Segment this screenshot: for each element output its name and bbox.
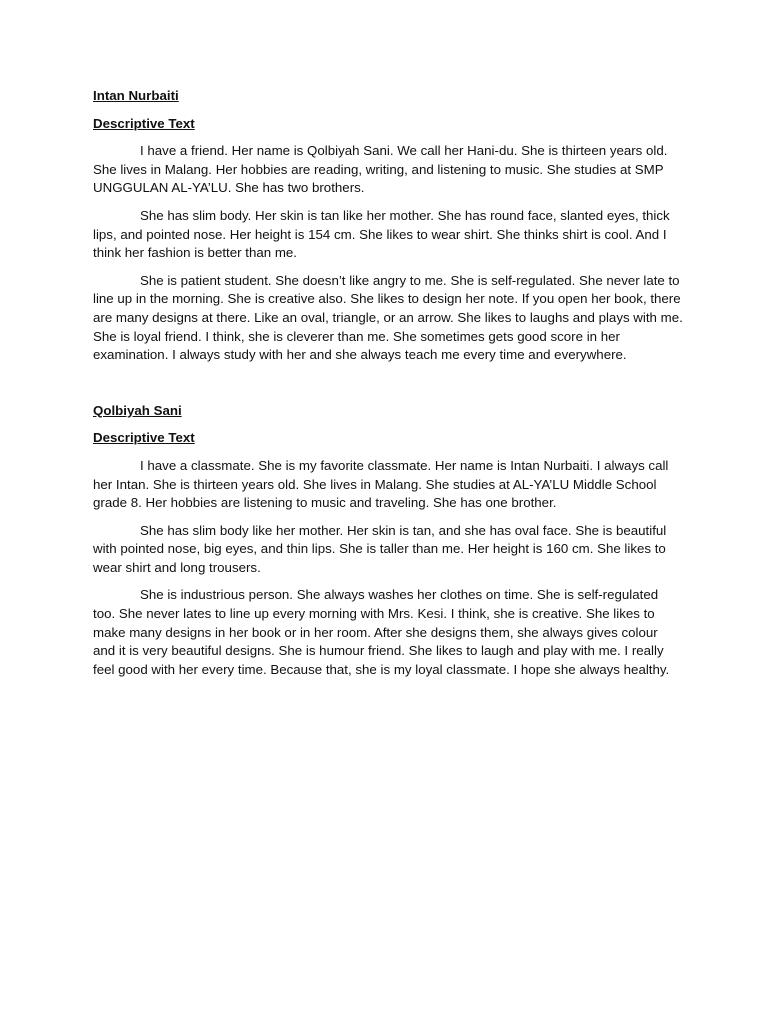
section-text-type: Descriptive Text bbox=[93, 430, 195, 446]
section-spacer bbox=[93, 374, 683, 402]
paragraph: She is patient student. She doesn’t like angry to me. She is self-regulated. She never late to line up in the morning. She is creative also. She likes to design her note. If you open her book, there are many designs at there. Like an oval, triangle, or an arrow. She likes to laughs and plays with me. She is loyal friend. I think, she is cleverer than me. She sometimes gets good score in her examination. I always study with her and she always teach me every time and everywhere. bbox=[93, 272, 683, 363]
document-body bbox=[93, 87, 683, 688]
section-text-type: Descriptive Text bbox=[93, 115, 195, 131]
paragraph: I have a classmate. She is my favorite classmate. Her name is Intan Nurbaiti. I always call her Intan. She is thirteen years old. She lives in Malang. She studies at AL-YA’LU Middle School grade 8. Her hobbies are listening to music and traveling. She has one brother. bbox=[93, 457, 669, 511]
section-author-name: Intan Nurbaiti bbox=[93, 88, 179, 103]
paragraph: She has slim body. Her skin is tan like her mother. She has round face, slanted eyes, thick lips, and pointed nose. Her height is 154 cm. She likes to wear shirt. She thinks shirt is cool. And I think her fashion is better than me. bbox=[93, 207, 670, 261]
paragraph: She has slim body like her mother. Her skin is tan, and she has oval face. She is beautiful with pointed nose, big eyes, and thin lips. She is taller than me. Her height is 160 cm. She likes to wear shirt and long trousers. bbox=[93, 522, 667, 575]
paragraph: I have a friend. Her name is Qolbiyah Sani. We call her Hani-du. She is thirteen years old. She lives in Malang. Her hobbies are reading, writing, and listening to music. She studies at SMP UNGGULAN AL-YA’LU. She has two brothers. bbox=[93, 143, 668, 196]
essay-section-qolbiyah bbox=[93, 402, 683, 680]
paragraph: She is industrious person. She always washes her clothes on time. She is self-regulated too. She never lates to line up every morning with Mrs. Kesi. I think, she is creative. She likes to make many designs in her book or in her room. After she designs them, she always gives colour and it is very beautiful designs. She is humour friend. She likes to laugh and play with me. I really feel good with her every time. Because that, she is my loyal classmate. I hope she always healthy. bbox=[93, 587, 670, 677]
essay-section-intan bbox=[93, 87, 683, 365]
section-author-name: Qolbiyah Sani bbox=[93, 402, 182, 418]
